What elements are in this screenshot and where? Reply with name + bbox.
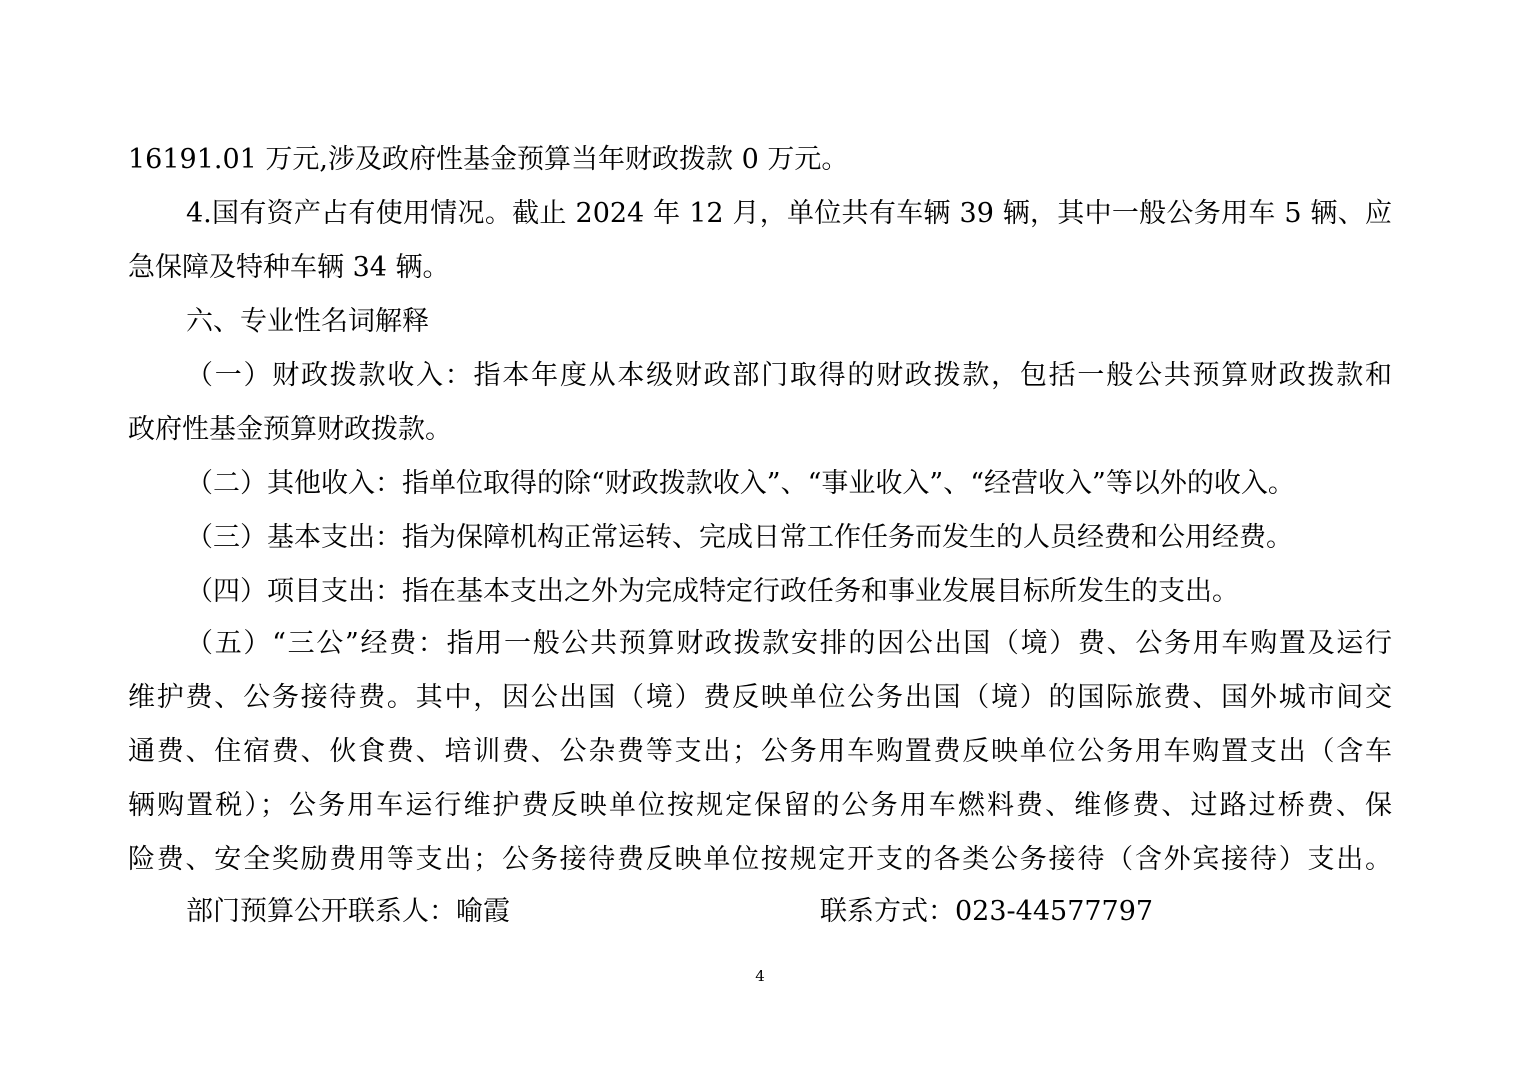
paragraph-line-5: （一）财政拨款收入：指本年度从本级财政部门取得的财政拨款，包括一般公共预算财政拨款和 (186, 360, 1392, 391)
contact-phone: 联系方式：023-44577797 (820, 896, 1154, 927)
paragraph-line-2: 4.国有资产占有使用情况。截止 2024 年 12 月，单位共有车辆 39 辆，其中一般公务用车 5 辆、应 (186, 198, 1392, 229)
paragraph-line-12: 通费、住宿费、伙食费、培训费、公杂费等支出；公务用车购置费反映单位公务用车购置支出（含车 (128, 736, 1392, 767)
contact-person: 部门预算公开联系人：喻霞 (186, 896, 510, 927)
section-heading: 六、专业性名词解释 (186, 306, 429, 337)
paragraph-line-10: （五）“三公”经费：指用一般公共预算财政拨款安排的因公出国（境）费、公务用车购置及运行 (186, 628, 1392, 659)
paragraph-line-3: 急保障及特种车辆 34 辆。 (128, 252, 450, 283)
paragraph-line-8: （三）基本支出：指为保障机构正常运转、完成日常工作任务而发生的人员经费和公用经费。 (186, 522, 1293, 553)
paragraph-line-1: 16191.01 万元,涉及政府性基金预算当年财政拨款 0 万元。 (128, 144, 849, 175)
paragraph-line-11: 维护费、公务接待费。其中，因公出国（境）费反映单位公务出国（境）的国际旅费、国外城市间交 (128, 682, 1392, 713)
paragraph-line-6: 政府性基金预算财政拨款。 (128, 414, 452, 445)
paragraph-line-14: 险费、安全奖励费用等支出；公务接待费反映单位按规定开支的各类公务接待（含外宾接待）支出。 (128, 844, 1392, 875)
page-number: 4 (755, 967, 765, 985)
paragraph-line-7: （二）其他收入：指单位取得的除“财政拨款收入”、“事业收入”、“经营收入”等以外的收入。 (186, 468, 1295, 499)
paragraph-line-13: 辆购置税）；公务用车运行维护费反映单位按规定保留的公务用车燃料费、维修费、过路过桥费、保 (128, 790, 1392, 821)
paragraph-line-9: （四）项目支出：指在基本支出之外为完成特定行政任务和事业发展目标所发生的支出。 (186, 576, 1239, 607)
